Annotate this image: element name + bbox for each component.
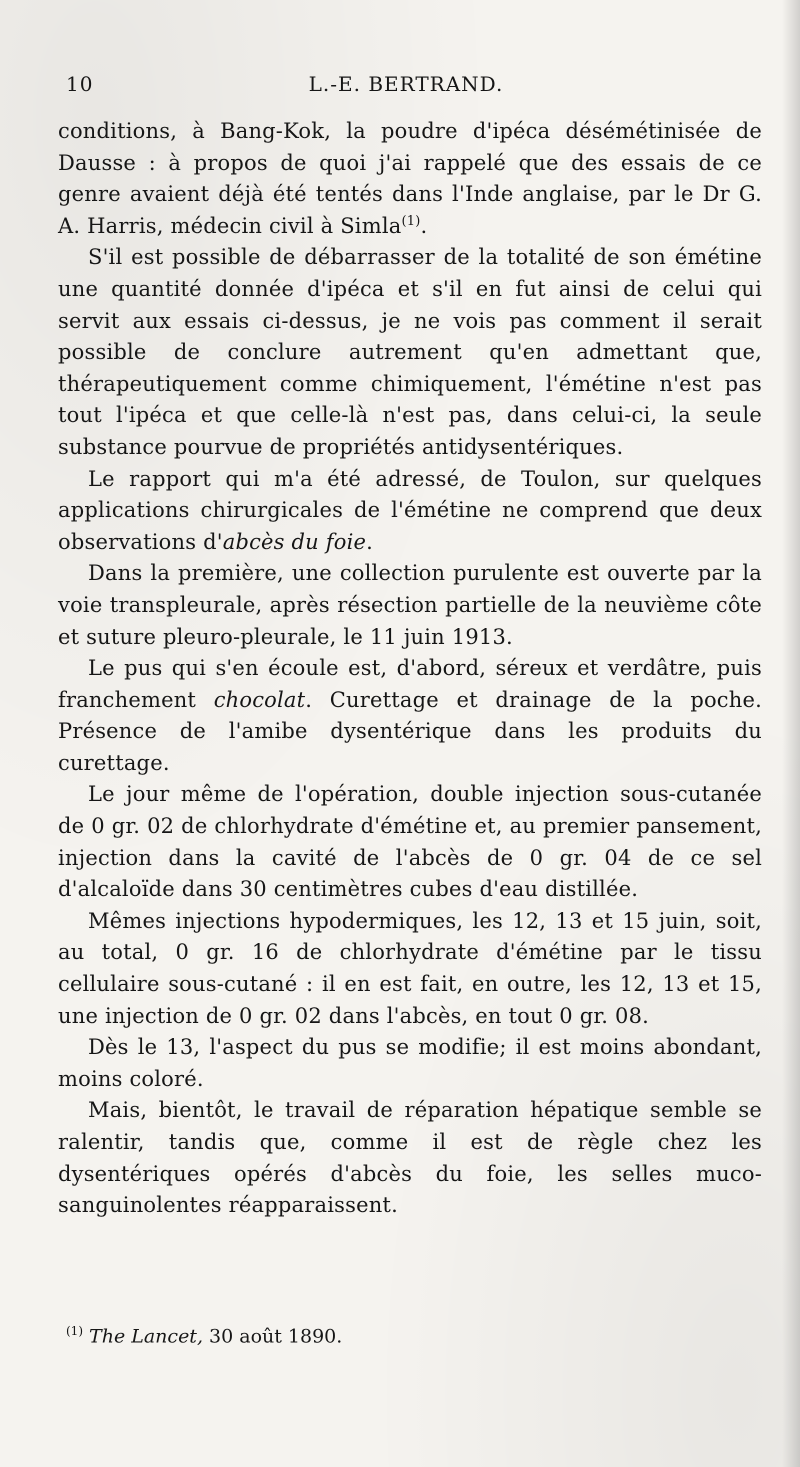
running-title: L.-E. BERTRAND.: [308, 72, 504, 96]
paragraph-text: .: [366, 529, 374, 554]
page-edge-shadow: [782, 0, 800, 1467]
footnote-source: The Lancet,: [89, 1325, 203, 1348]
paragraph: Mêmes injections hypodermiques, les 12, 13 et 15 juin, soit, au total, 0 gr. 16 de chlorhydrate d'émétine par le tissu cellulaire sous-cutané : il en est fait, en outre, les 12, 13 et 15, une injection de 0 gr. 02 dans l'abcès, en tout 0 gr. 08.: [58, 908, 762, 1028]
paragraph: Dès le 13, l'aspect du pus se modifie; il est moins abondant, moins coloré.: [58, 1035, 762, 1091]
italic-term: abcès du foie: [222, 529, 367, 554]
paragraph: [58, 464, 762, 559]
footnote-marker: (1): [66, 1324, 83, 1338]
footnote-date: 30 août 1890.: [202, 1325, 343, 1348]
footnote-reference: (1): [401, 213, 421, 229]
running-head: [66, 72, 746, 102]
paragraph: [58, 653, 762, 779]
paragraph: Le jour même de l'opération, double injection sous-cutanée de 0 gr. 02 de chlorhydrate d'émétine et, au premier pansement, injection dans la cavité de l'abcès de 0 gr. 04 de ce sel d'alcaloïde dans 30 centimètres cubes d'eau distillée.: [58, 782, 762, 902]
paragraph-text: conditions, à Bang-Kok, la poudre d'ipéca désémétinisée de Dausse : à propos de quoi j'ai rappelé que des essais de ce genre avaient déjà été tentés dans l'Inde anglaise, par le Dr G. A. Harris, médecin civil à Simla: [58, 119, 762, 238]
paragraph-text: . Curettage et drainage de la poche. Présence de l'amibe dysentérique dans les produits du curettage.: [58, 687, 762, 775]
page-number: 10: [66, 72, 94, 96]
paragraph-text: .: [420, 213, 428, 238]
paragraph: Dans la première, une collection purulente est ouverte par la voie transpleurale, après résection partielle de la neuvième côte et suture pleuro-pleurale, le 11 juin 1913.: [58, 561, 762, 649]
footnote: [66, 1318, 756, 1349]
italic-term: chocolat: [213, 687, 306, 712]
body-text: [58, 116, 762, 1222]
paragraph-text: Le pus qui s'en écoule est, d'abord, séreux et verdâtre, puis franchement: [58, 656, 762, 712]
paragraph: [58, 116, 762, 242]
paragraph-text: Le rapport qui m'a été adressé, de Toulon, sur quelques applications chirurgicales de l'émétine ne comprend que deux observations d': [58, 466, 762, 554]
paragraph: Mais, bientôt, le travail de réparation hépatique semble se ralentir, tandis que, comme il est de règle chez les dysentériques opérés d'abcès du foie, les selles muco-sanguinolentes réapparaissent.: [58, 1098, 762, 1218]
paragraph: S'il est possible de débarrasser de la totalité de son émétine une quantité donnée d'ipéca et s'il en fut ainsi de celui qui servit aux essais ci-dessus, je ne vois pas comment il serait possible de conclure autrement qu'en admettant que, thérapeutiquement comme chimiquement, l'émétine n'est pas tout l'ipéca et que celle-là n'est pas, dans celui-ci, la seule substance pourvue de propriétés antidysentériques.: [58, 245, 762, 459]
